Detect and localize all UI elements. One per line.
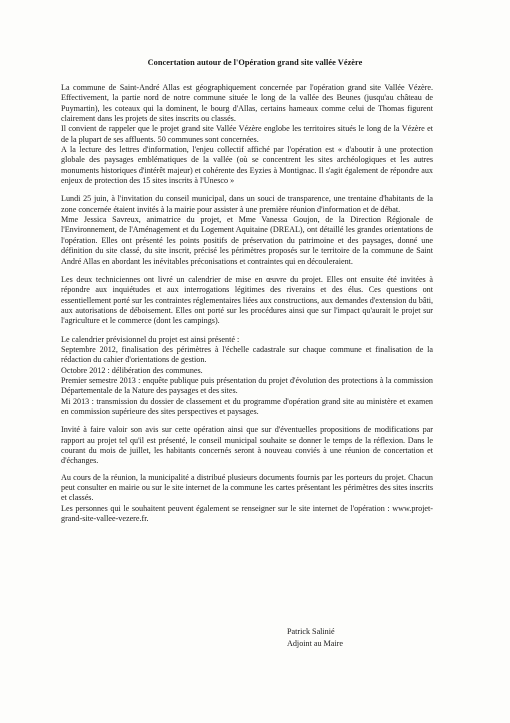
signature-block bbox=[287, 626, 343, 650]
calendar-item-octobre-2012: Octobre 2012 : délibération des communes. bbox=[61, 365, 203, 375]
signature-name: Patrick Salinié bbox=[287, 627, 335, 636]
paragraph-documents: Au cours de la réunion, la municipalité a distribué plusieurs documents fournis par les porteurs du projet. Chacun peut consulter en mairie ou sur le site internet de la commune les cartes présentant les périmètres des sites inscrits et classés. bbox=[61, 472, 433, 503]
paragraph-intervenantes: Mme Jessica Savreux, animatrice du projet, et Mme Vanessa Goujon, de la Direction Régionale de l'Environnement, de l'Aménagement et du Logement Aquitaine (DREAL), ont détaillé les grandes orientations de l'opération. Elles ont présenté les points positifs de préservation du patrimoine et des paysages, donné une définition du site classé, du site inscrit, précisé les périmètres proposés sur le territoire de la commune de Saint André Allas en abordant les inévitables préconisations et contraintes qui en découleraient. bbox=[61, 215, 433, 266]
calendar-item-premier-semestre-2013: Premier semestre 2013 : enquête publique puis présentation du projet d'évolution des protections à la commission Départementale de la Nature des paysages et des sites. bbox=[61, 375, 433, 396]
paragraph-avis-conseil: Invité à faire valoir son avis sur cette opération ainsi que sur d'éventuelles propositions de modifications par rapport au projet tel qu'il est présenté, le conseil municipal souhaite se donner le temps de la réflexion. Dans le courant du mois de juillet, les habitants concernés seront à nouveau conviés à une réunion de concertation et d'échanges. bbox=[61, 425, 433, 466]
paragraph-reunion: Lundi 25 juin, à l'invitation du conseil municipal, dans un souci de transparence, une trentaine d'habitants de la zone concernée étaient invités à la mairie pour assister à une première réunion d'information et de débat. bbox=[61, 194, 433, 214]
signature-role: Adjoint au Maire bbox=[287, 639, 343, 648]
calendar-intro: Le calendrier prévisionnel du projet est ainsi présenté : bbox=[61, 334, 240, 344]
paragraph-commune: La commune de Saint-André Allas est géographiquement concernée par l'opération grand site Vallée Vézère. Effectivement, la partie nord de notre commune située le long de la vallée des Beunes (jusqu'au château de Puymartin), les coteaux qui la dominent, le bourg d'Allas, certains hameaux comme celui de Thomas figurent clairement dans les projets de sites inscrits ou classés. bbox=[61, 83, 433, 124]
paragraph-rappel: Il convient de rappeler que le projet grand site Vallée Vézère englobe les territoires situés le long de la Vézère et de la plupart de ses affluents. 50 communes sont concernées. bbox=[61, 124, 433, 144]
paragraph-site-internet: Les personnes qui le souhaitent peuvent également se renseigner sur le site internet de l'opération : www.projet-grand-site-vallee-vezere.fr. bbox=[61, 503, 433, 524]
calendar-item-septembre-2012: Septembre 2012, finalisation des périmètres à l'échelle cadastrale sur chaque commune et finalisation de la rédaction du cahier d'orientations de gestion. bbox=[61, 344, 433, 365]
paragraph-calendrier-mise-en-oeuvre: Les deux techniciennes ont livré un calendrier de mise en œuvre du projet. Elles ont ensuite été invitées à répondre aux inquiétudes et aux interrogations légitimes des riverains et des élus. Ces questions ont essentiellement porté sur les contraintes réglementaires liées aux constructions, aux demandes d'extension du bâti, aux autorisations de déboisement. Elles ont porté sur les procédures ainsi que sur l'impact qu'aurait le projet sur l'agriculture et le commerce (dont les campings). bbox=[61, 274, 433, 326]
document-title: Concertation autour de l'Opération grand site vallée Vézère bbox=[147, 58, 363, 67]
paragraph-enjeu: A la lecture des lettres d'information, l'enjeu collectif affiché par l'opération est « d'aboutir à une protection globale des paysages emblématiques de la vallée (où se concentrent les sites archéologiques et les autres monuments historiques d'intérêt majeur) et cohérente des Eyzies à Montignac. Il s'agit également de répondre aux enjeux de protection des 15 sites inscrits à l'Unesco » bbox=[61, 145, 433, 186]
calendar-item-mi-2013: Mi 2013 : transmission du dossier de classement et du programme d'opération grand site au ministère et examen en commission supérieure des sites perspectives et paysages. bbox=[61, 396, 433, 416]
document-body bbox=[61, 83, 433, 524]
